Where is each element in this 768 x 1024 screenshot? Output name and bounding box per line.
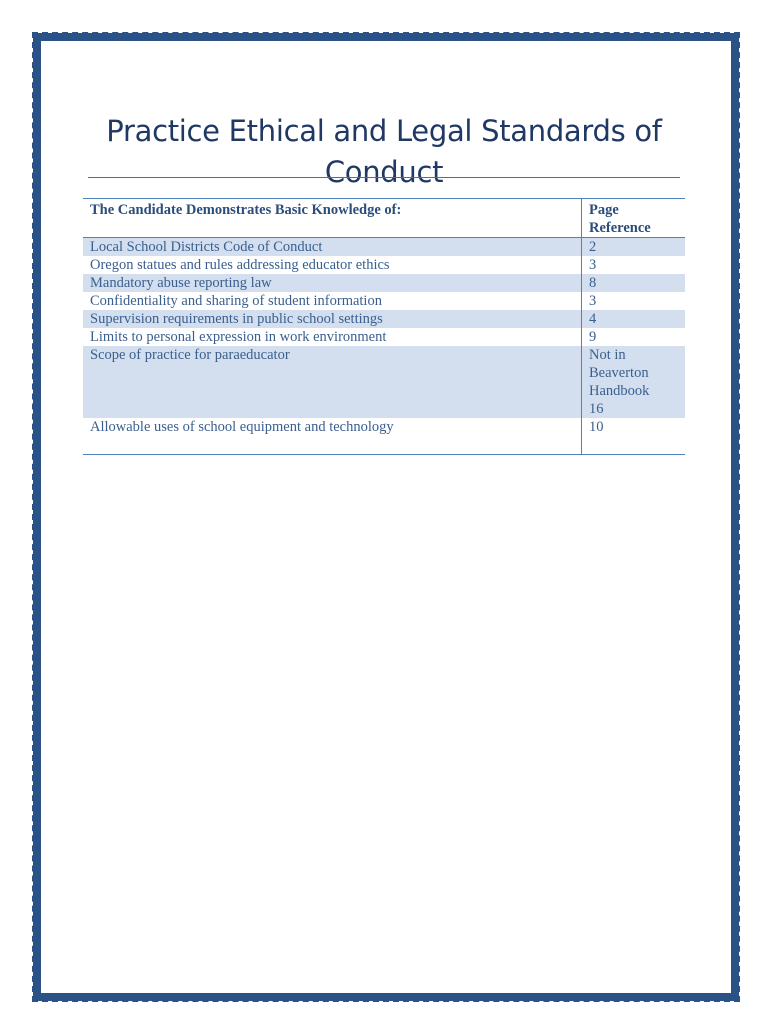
header-page-line-1: Page — [589, 202, 619, 218]
page-reference-line: Handbook — [589, 383, 650, 399]
table-row — [83, 292, 685, 310]
page-reference-line: 9 — [589, 329, 597, 345]
title-line-2: Conduct — [324, 155, 444, 190]
table-row — [83, 418, 685, 455]
header-knowledge: The Candidate Demonstrates Basic Knowledge of: — [83, 199, 582, 238]
knowledge-item: Scope of practice for paraeducator — [83, 346, 582, 418]
page-reference-line: 2 — [589, 239, 597, 255]
page-reference-line: 10 — [589, 419, 604, 435]
knowledge-item: Oregon statues and rules addressing educator ethics — [90, 257, 390, 273]
page-reference-line: 8 — [589, 275, 597, 291]
page-reference-line: 3 — [589, 293, 597, 309]
page-reference — [582, 238, 686, 257]
page-reference — [582, 310, 686, 328]
header-page-reference — [582, 199, 686, 238]
table-row — [83, 328, 685, 346]
table-row — [83, 310, 685, 328]
page-reference — [582, 292, 686, 310]
header-page-line-2: Reference — [589, 220, 651, 236]
table-row — [83, 256, 685, 274]
table-row — [83, 346, 685, 418]
page-reference — [582, 418, 686, 455]
page-reference-line: 16 — [589, 401, 604, 417]
table-body — [83, 238, 685, 455]
standards-table — [83, 198, 685, 455]
page-reference-line: 4 — [589, 311, 597, 327]
table-header-row — [83, 199, 685, 238]
page-reference-line: Beaverton — [589, 365, 649, 381]
table-row — [83, 274, 685, 292]
page-reference — [582, 274, 686, 292]
knowledge-item: Mandatory abuse reporting law — [83, 274, 582, 292]
page-reference-line: 3 — [589, 257, 597, 273]
page-reference — [582, 346, 686, 418]
knowledge-item: Allowable uses of school equipment and technology — [83, 418, 582, 455]
knowledge-item: Supervision requirements in public school settings — [83, 310, 582, 328]
page-reference-line: Not in — [589, 347, 626, 363]
knowledge-item: Confidentiality and sharing of student information — [90, 293, 382, 309]
title-line-1: Practice Ethical and Legal Standards of — [106, 114, 662, 149]
title-divider — [88, 177, 680, 178]
page-reference — [582, 256, 686, 274]
table-row — [83, 238, 685, 257]
page-reference — [582, 328, 686, 346]
knowledge-item: Local School Districts Code of Conduct — [83, 238, 582, 257]
page-title — [88, 111, 680, 193]
knowledge-item: Limits to personal expression in work environment — [90, 329, 387, 345]
